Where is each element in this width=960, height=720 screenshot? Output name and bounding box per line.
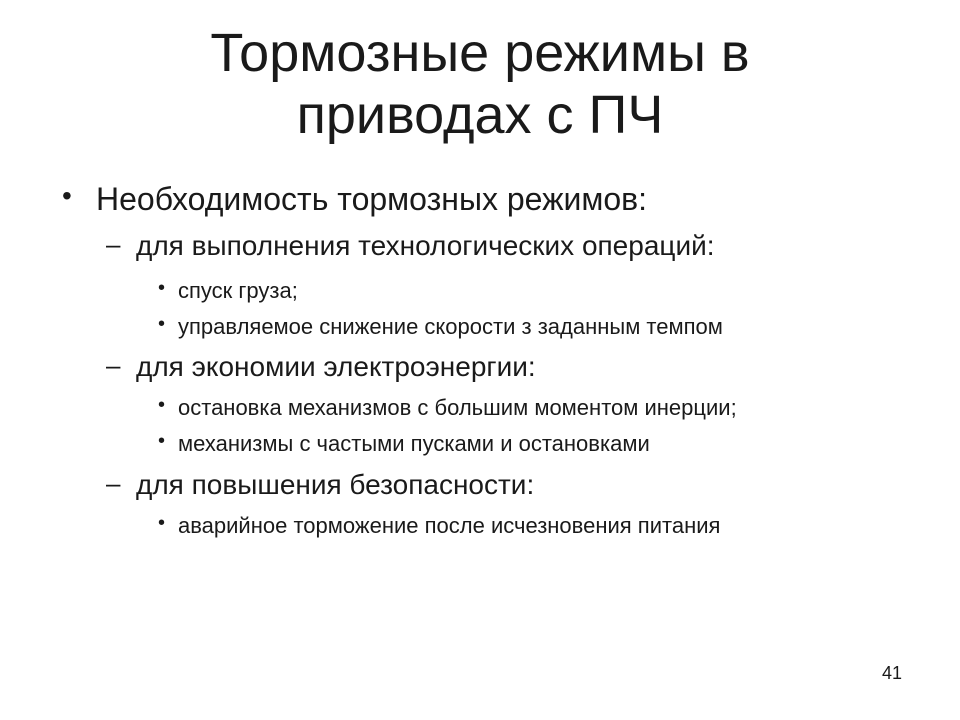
list-item: спуск груза;: [178, 278, 298, 303]
sub-bullet-marker: •: [158, 512, 166, 534]
sub-bullet-marker: •: [158, 394, 166, 416]
dash-marker: –: [106, 350, 121, 380]
sub-bullet-marker: •: [158, 277, 166, 299]
dash-marker: –: [106, 229, 121, 259]
page-number: 41: [881, 663, 902, 683]
list-item: остановка механизмов с большим моментом инерции;: [178, 395, 737, 420]
list-item: механизмы с частыми пусками и остановками: [178, 431, 650, 456]
main-point: Необходимость тормозных режимов:: [96, 181, 648, 217]
slide-title-line-1: Тормозные режимы в: [210, 23, 750, 83]
slide-title-line-2: приводах с ПЧ: [296, 85, 664, 145]
sub-bullet-marker: •: [158, 430, 166, 452]
dash-marker: –: [106, 468, 121, 498]
sub-bullet-marker: •: [158, 313, 166, 335]
bullet-marker: •: [62, 180, 72, 211]
list-item: аварийное торможение после исчезновения питания: [178, 513, 721, 538]
group-heading-technological: для выполнения технологических операций:: [136, 230, 715, 261]
group-heading-safety: для повышения безопасности:: [136, 469, 535, 500]
group-heading-energy: для экономии электроэнергии:: [136, 351, 536, 382]
slide-title: [0, 22, 960, 146]
list-item: управляемое снижение скорости з заданным темпом: [178, 314, 723, 339]
